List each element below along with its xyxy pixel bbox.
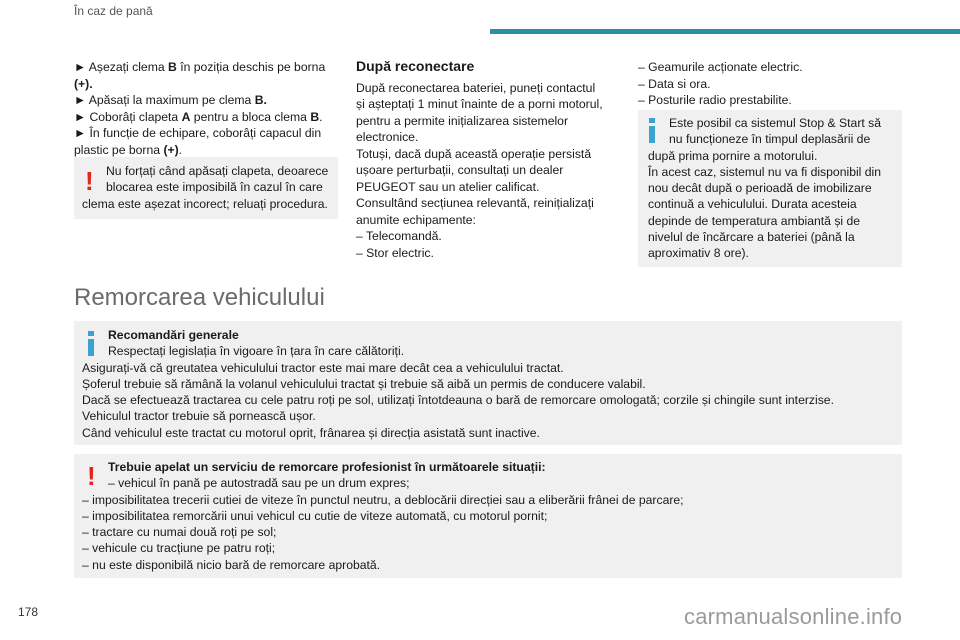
warning-list-item: – vehicule cu tracțiune pe patru roți; <box>82 541 276 556</box>
header-accent-bar <box>490 29 960 34</box>
step-line: ► Apăsați la maximum pe clema B. <box>74 93 267 107</box>
section-heading: După reconectare <box>356 58 475 74</box>
step-line: ► Așezați clema B în poziția deschis pe borna <box>74 60 326 74</box>
paragraph-line: Consultând secțiunea relevantă, reinițializați <box>356 196 594 210</box>
step-line: ► În funcție de echipare, coborâți capacul din <box>74 126 322 140</box>
info-text: Șoferul trebuie să rămână la volanul vehiculului tractat și trebuie să aibă un permis de conducere valabil. <box>82 376 646 391</box>
info-icon <box>88 331 94 356</box>
list-item: – Posturile radio prestabilite. <box>638 93 792 107</box>
info-text: nivelul de încărcare a bateriei (până la <box>648 230 855 245</box>
warning-text: clema este așezat incorect; reluați procedura. <box>82 196 328 211</box>
section-title-towing: Remorcarea vehiculului <box>74 284 325 311</box>
info-text: aproximativ 8 ore). <box>648 246 749 261</box>
step-line: ► Coborâți clapeta A pentru a bloca clema B. <box>74 109 323 124</box>
warning-list-item: – tractare cu numai două roți pe sol; <box>82 525 277 540</box>
info-note-general-recommendations <box>74 321 902 445</box>
info-text: Asigurați-vă că greutatea vehiculului tractor este mai mare decât cea a vehiculului tractat. <box>82 360 564 375</box>
info-note-stop-start <box>638 110 902 267</box>
warning-text: blocarea este imposibilă în cazul în care <box>106 180 323 195</box>
list-item: – Geamurile acționate electric. <box>638 60 803 74</box>
watermark: carmanualsonline.info <box>684 604 903 629</box>
warning-note-professional-towing <box>74 454 902 578</box>
info-heading: Recomandări generale <box>108 328 239 342</box>
info-text: Dacă se efectuează tractarea cu cele patru roți pe sol, utilizați întotdeauna o bară de remorcare omologată; corzile și chingile sunt interzise. <box>82 393 834 408</box>
info-text: depinde de temperatura ambiantă și de <box>648 213 861 228</box>
header-section-label: În caz de pană <box>74 4 153 18</box>
paragraph-line: și așteptați 1 minut înainte de a porni motorul, <box>356 97 603 111</box>
paragraph-line: După reconectarea bateriei, puneți contactul <box>356 80 596 95</box>
warning-list-item: – imposibilitatea trecerii cutiei de viteze în punctul neutru, a deblocării direcției sau a eliberării frânei de parcare; <box>82 492 684 507</box>
info-text: nu funcționeze în timpul deplasării de <box>669 132 871 147</box>
paragraph-line: Totuși, dacă după această operație persistă <box>356 146 592 161</box>
list-item: – Data si ora. <box>638 76 711 91</box>
step-line: plastic pe borna (+). <box>74 142 183 157</box>
info-text: continuă a vehiculului. Durata acesteia <box>648 197 857 212</box>
paragraph-line: ușoare perturbații, consultați un dealer <box>356 163 564 177</box>
warning-icon: ! <box>87 461 96 491</box>
paragraph-line: PEUGEOT sau un atelier calificat. <box>356 179 540 194</box>
column-battery-steps <box>74 59 344 158</box>
info-text: Este posibil ca sistemul Stop & Start să <box>669 116 882 130</box>
info-text: Vehiculul tractor trebuie să pornească ușor. <box>82 409 316 424</box>
warning-text: Nu forțați când apăsați clapeta, deoarece <box>106 164 329 178</box>
info-text: după prima pornire a motorului. <box>648 148 818 163</box>
page-number: 178 <box>18 605 39 619</box>
warning-heading: Trebuie apelat un serviciu de remorcare profesionist în următoarele situații: <box>108 460 546 474</box>
warning-list-item: – nu este disponibilă nicio bară de remorcare aprobată. <box>82 557 381 572</box>
list-item: – Telecomandă. <box>356 229 442 243</box>
info-text: nou decât după o perioadă de imobilizare <box>648 181 872 196</box>
warning-icon: ! <box>85 166 94 196</box>
info-icon <box>649 118 655 143</box>
warning-list-item: – imposibilitatea remorcării unui vehicul cu cutie de viteze automată, cu motorul pornit; <box>82 508 548 523</box>
warning-note-clamp <box>74 157 338 219</box>
column-reinit-list <box>638 59 903 109</box>
step-line: (+). <box>74 76 93 91</box>
info-text: În acest caz, sistemul nu va fi disponibil din <box>648 164 882 179</box>
warning-list-item: – vehicul în pană pe autostradă sau pe un drum expres; <box>108 476 410 491</box>
column-after-reconnect <box>356 58 616 261</box>
list-item: – Stor electric. <box>356 245 434 260</box>
paragraph-line: electronice. <box>356 130 419 144</box>
paragraph-line: pentru a permite inițializarea sistemelor <box>356 113 569 128</box>
info-text: Respectați legislația în vigoare în țara în care călătoriți. <box>108 344 405 359</box>
paragraph-line: anumite echipamente: <box>356 212 476 227</box>
info-text: Când vehiculul este tractat cu motorul oprit, frânarea și direcția asistată sunt inactive. <box>82 425 540 440</box>
